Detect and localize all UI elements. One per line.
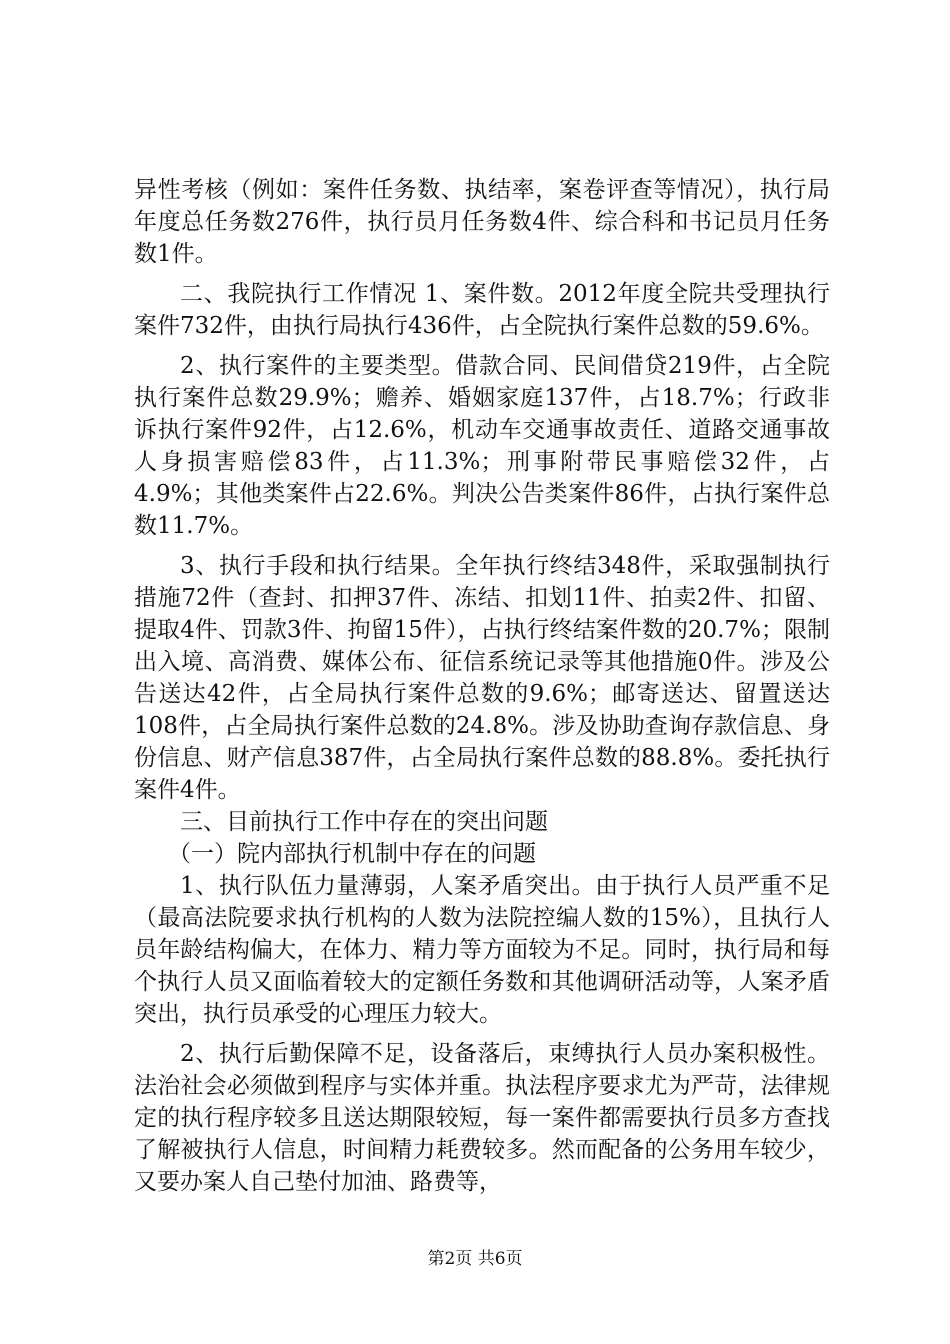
document-body [134,174,830,1198]
page-footer: 第2页 共6页 [427,1249,523,1269]
paragraph-logistics: 2、执行后勤保障不足，设备落后，束缚执行人员办案积极性。法治社会必须做到程序与实体并重。执法程序要求尤为严苛，法律规定的执行程序较多且送达期限较短，每一案件都需要执行员多方查找了解被执行人信息，时间精力耗费较多。然而配备的公务用车较少，又要办案人自己垫付加油、路费等， [134,1041,830,1195]
paragraph-assessment-continued: 异性考核（例如：案件任务数、执结率，案卷评查等情况），执行局年度总任务数276件，执行员月任务数4件、综合科和书记员月任务数1件。 [134,177,830,267]
subsection-heading-internal: （一）院内部执行机制中存在的问题 [168,841,536,867]
paragraph-case-count: 二、我院执行工作情况 1、案件数。2012年度全院共受理执行案件732件，由执行局执行436件，占全院执行案件总数的59.6%。 [134,281,830,339]
section-heading-problems: 三、目前执行工作中存在的突出问题 [180,809,548,835]
paragraph-case-types: 2、执行案件的主要类型。借款合同、民间借贷219件，占全院执行案件总数29.9%；赡养、婚姻家庭137件，占18.7%；行政非诉执行案件92件，占12.6%，机动车交通事故责任、道路交通事故人身损害赔偿83件，占11.3%；刑事附带民事赔偿32件，占4.9%；其他类案件占22.6%。判决公告类案件86件，占执行案件总数11.7%。 [134,353,830,539]
paragraph-staff-shortage: 1、执行队伍力量薄弱，人案矛盾突出。由于执行人员严重不足（最高法院要求执行机构的人数为法院控编人数的15%），且执行人员年龄结构偏大，在体力、精力等方面较为不足。同时，执行局和每个执行人员又面临着较大的定额任务数和其他调研活动等，人案矛盾突出，执行员承受的心理压力较大。 [134,873,830,1027]
paragraph-enforcement-results: 3、执行手段和执行结果。全年执行终结348件，采取强制执行措施72件（查封、扣押37件、冻结、扣划11件、拍卖2件、扣留、提取4件、罚款3件、拘留15件），占执行终结案件数的20.7%；限制出入境、高消费、媒体公布、征信系统记录等其他措施0件。涉及公告送达42件，占全局执行案件总数的9.6%；邮寄送达、留置送达108件，占全局执行案件总数的24.8%。涉及协助查询存款信息、身份信息、财产信息387件，占全局执行案件总数的88.8%。委托执行案件4件。 [134,553,830,803]
